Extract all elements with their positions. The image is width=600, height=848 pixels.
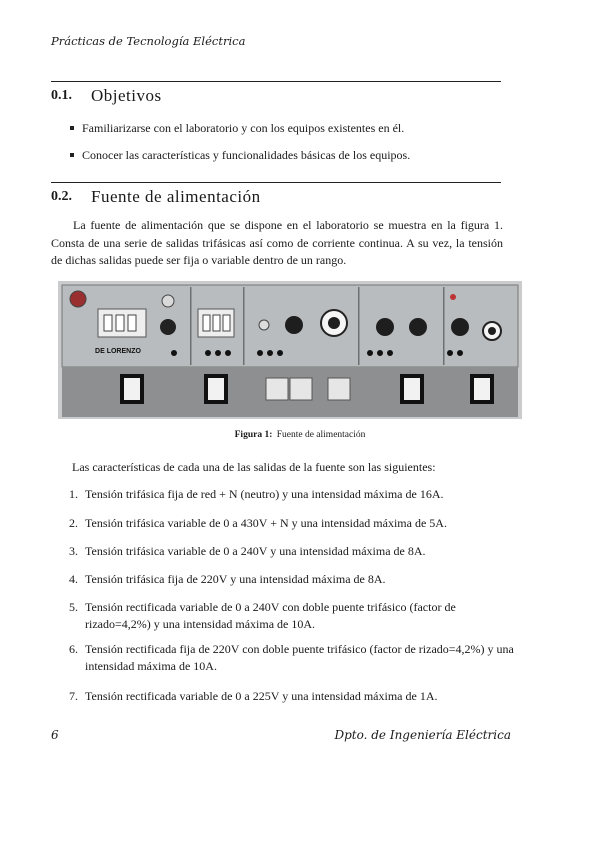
list-item xyxy=(69,515,519,532)
item-number: 5. xyxy=(69,600,78,614)
item-text: Tensión trifásica fija de red + N (neutro) y una intensidad máxima de 16A. xyxy=(85,487,444,501)
list-item xyxy=(69,486,519,503)
item-text: Tensión trifásica variable de 0 a 430V + N y una intensidad máxima de 5A. xyxy=(85,516,447,530)
page-number: 6 xyxy=(51,728,59,742)
item-number: 7. xyxy=(69,689,78,703)
item-text: Tensión trifásica fija de 220V y una intensidad máxima de 8A. xyxy=(85,572,386,586)
item-text: Tensión rectificada variable de 0 a 240V con doble puente trifásico (factor de rizado=4,2%) y una intensidad máxima de 10A. xyxy=(85,600,456,631)
bullet-icon xyxy=(70,126,74,130)
section-title: Fuente de alimentación xyxy=(91,187,261,206)
item-text: Tensión rectificada variable de 0 a 225V y una intensidad máxima de 1A. xyxy=(85,689,438,703)
body-paragraph xyxy=(51,217,503,270)
power-supply-figure xyxy=(58,281,522,419)
power-supply-photo xyxy=(58,281,522,419)
section-number: 0.2. xyxy=(51,189,72,204)
item-number: 4. xyxy=(69,572,78,586)
list-intro: Las características de cada una de las salidas de la fuente son las siguientes: xyxy=(72,460,436,474)
list-item xyxy=(69,688,519,705)
brand-label: DE LORENZO xyxy=(95,348,141,355)
department-footer: Dpto. de Ingeniería Eléctrica xyxy=(334,728,511,742)
item-text: Tensión trifásica variable de 0 a 240V y una intensidad máxima de 8A. xyxy=(85,544,426,558)
bullet-item xyxy=(70,121,404,136)
section-rule xyxy=(51,81,501,82)
section-title: Objetivos xyxy=(91,86,162,105)
caption-label: Figura 1: xyxy=(234,430,273,440)
paragraph-text: La fuente de alimentación que se dispone en el laboratorio se muestra en la figura 1. Consta de una serie de salidas trifásicas así como de corriente continua. A su vez, la tensión de dichas salidas puede ser fija o variable dentro de un rango. xyxy=(51,218,503,267)
section-number: 0.1. xyxy=(51,88,72,103)
item-number: 6. xyxy=(69,642,78,656)
bullet-icon xyxy=(70,153,74,157)
bullet-text: Familiarizarse con el laboratorio y con los equipos existentes en él. xyxy=(82,121,405,135)
item-number: 3. xyxy=(69,544,78,558)
bullet-text: Conocer las características y funcionalidades básicas de los equipos. xyxy=(82,148,411,162)
list-item xyxy=(69,599,519,633)
bullet-item xyxy=(70,148,410,163)
list-item xyxy=(69,543,519,560)
section-rule xyxy=(51,182,501,183)
caption-text: Fuente de alimentación xyxy=(276,430,366,440)
figure-caption xyxy=(0,430,600,440)
item-number: 2. xyxy=(69,516,78,530)
list-item xyxy=(69,571,519,588)
list-item xyxy=(69,641,519,675)
item-text: Tensión rectificada fija de 220V con doble puente trifásico (factor de rizado=4,2%) y una intensidad máxima de 10A. xyxy=(85,642,514,673)
item-number: 1. xyxy=(69,487,78,501)
running-header: Prácticas de Tecnología Eléctrica xyxy=(51,34,246,48)
